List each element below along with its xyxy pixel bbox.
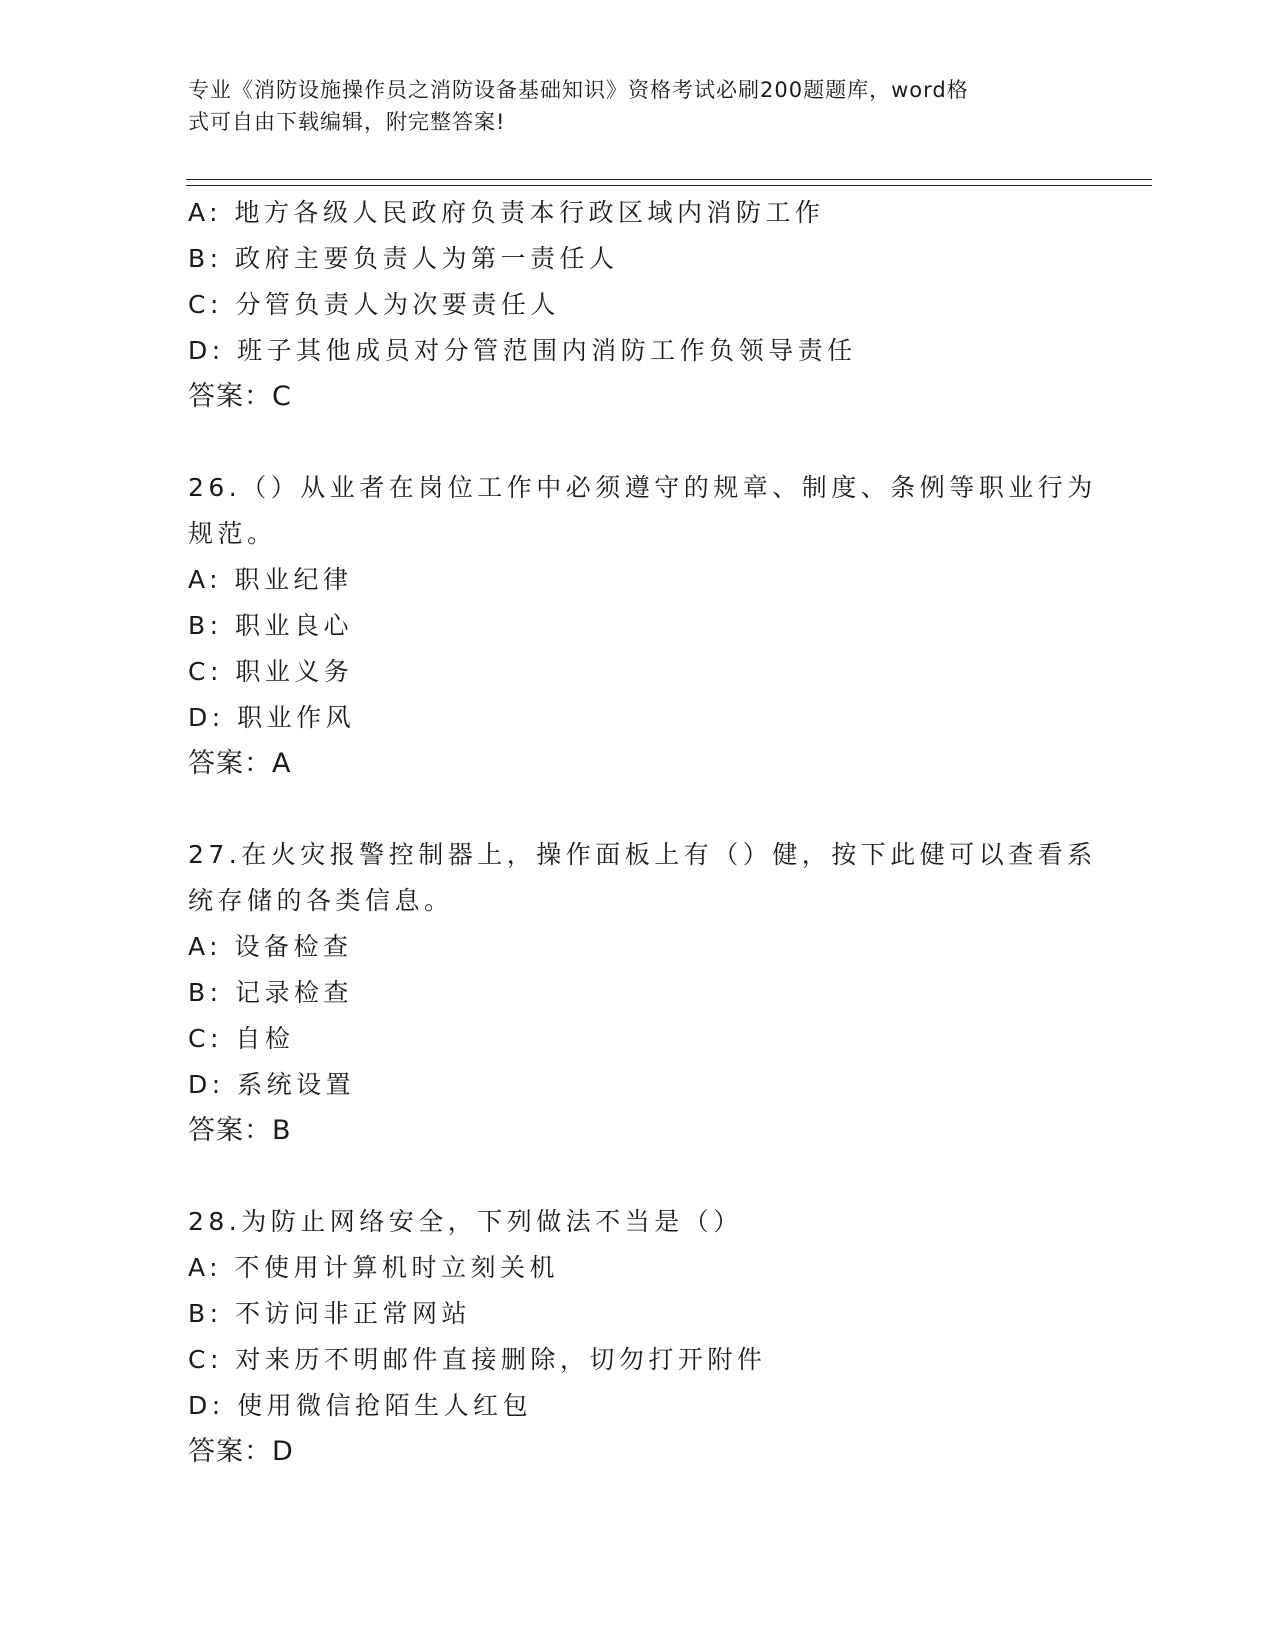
answer: 答案：B <box>188 1115 292 1146</box>
document-header <box>188 74 1088 138</box>
option-c: C: 对来历不明邮件直接删除，切勿打开附件 <box>188 1345 767 1374</box>
question-list <box>188 190 1097 1475</box>
answer: 答案：D <box>188 1436 294 1467</box>
option-a: A: 不使用计算机时立刻关机 <box>188 1253 560 1282</box>
header-line-1: 专业《消防设施操作员之消防设备基础知识》资格考试必刷200题题库，word格 <box>188 78 969 102</box>
option-d: D: 班子其他成员对分管范围内消防工作负领导责任 <box>188 336 857 365</box>
question-stem-continued: 统存储的各类信息。 <box>188 886 454 915</box>
option-b: B: 职业良心 <box>188 611 354 640</box>
answer: 答案：C <box>188 381 292 412</box>
option-b: B: 政府主要负责人为第一责任人 <box>188 244 619 273</box>
question-26 <box>188 465 1097 787</box>
option-c: C: 职业义务 <box>188 657 354 686</box>
option-c: C: 自检 <box>188 1024 295 1053</box>
option-d: D: 系统设置 <box>188 1070 356 1099</box>
question-25 <box>188 190 1088 420</box>
option-a: A: 职业纪律 <box>188 565 353 594</box>
answer: 答案：A <box>188 748 292 779</box>
question-stem: 28.为防止网络安全，下列做法不当是（） <box>188 1207 743 1236</box>
header-divider-bottom <box>186 185 1152 186</box>
option-a: A: 地方各级人民政府负责本行政区域内消防工作 <box>188 198 825 227</box>
header-line-2: 式可自由下载编辑，附完整答案! <box>188 110 506 134</box>
option-d: D: 使用微信抢陌生人红包 <box>188 1391 533 1420</box>
option-b: B: 不访问非正常网站 <box>188 1299 472 1328</box>
header-divider-top <box>186 179 1152 180</box>
question-28 <box>188 1199 1088 1475</box>
question-27 <box>188 832 1097 1154</box>
option-a: A: 设备检查 <box>188 932 353 961</box>
question-stem: 27.在火灾报警控制器上，操作面板上有（）健，按下此健可以查看系 <box>188 840 1097 869</box>
option-b: B: 记录检查 <box>188 978 354 1007</box>
question-stem: 26.（）从业者在岗位工作中必须遵守的规章、制度、条例等职业行为 <box>188 473 1097 502</box>
option-c: C: 分管负责人为次要责任人 <box>188 290 560 319</box>
option-d: D: 职业作风 <box>188 703 356 732</box>
question-stem-continued: 规范。 <box>188 519 277 548</box>
